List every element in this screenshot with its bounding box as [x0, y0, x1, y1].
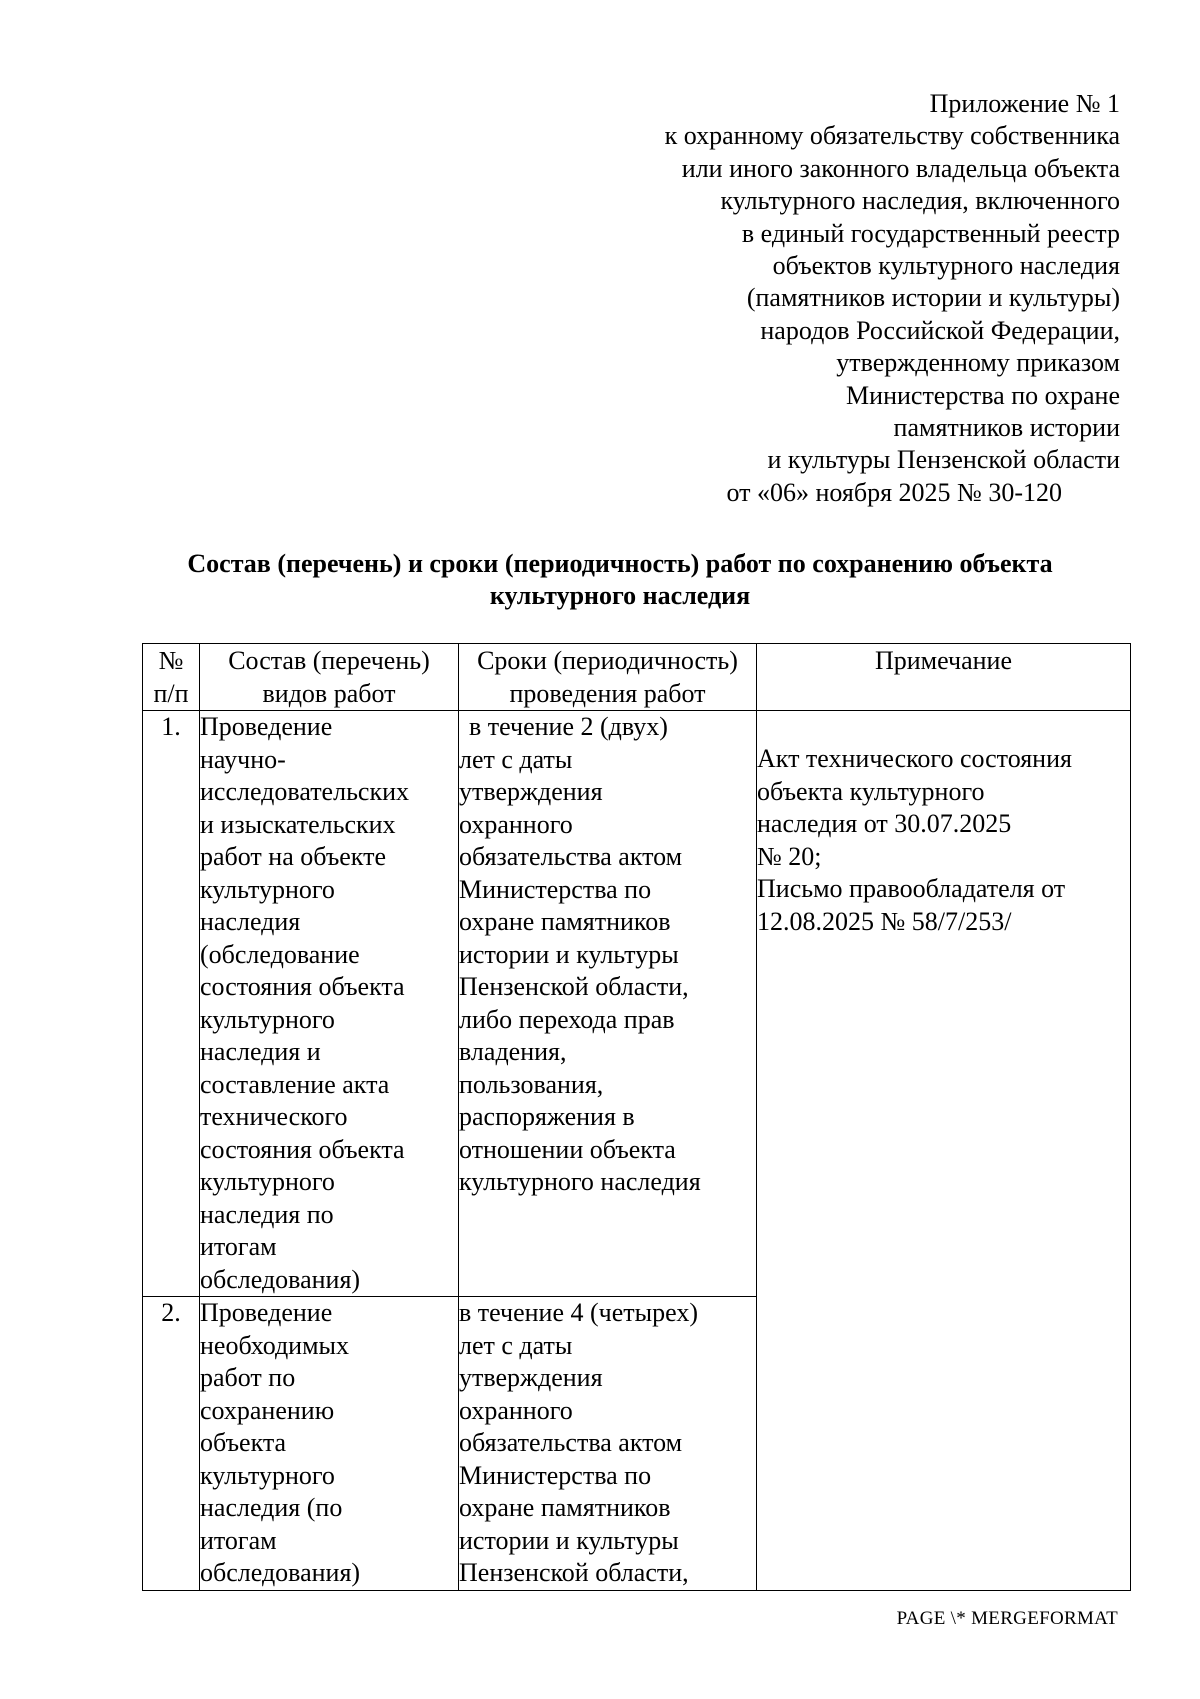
- appendix-line: объектов культурного наследия: [772, 251, 1120, 281]
- cell-line: Акт технического состояния: [757, 744, 1072, 773]
- cell-line: объекта культурного: [757, 776, 985, 806]
- appendix-line: Министерства по охране: [846, 380, 1120, 410]
- appendix-line: или иного законного владельца объекта: [681, 153, 1120, 183]
- appendix-date-line: от «06» ноября 2025 № 30-120: [726, 477, 1062, 507]
- cell-line: в течение 2 (двух): [469, 712, 668, 741]
- appendix-header: [560, 88, 1120, 509]
- row-number: 1.: [143, 711, 200, 1297]
- appendix-line: (памятников истории и культуры): [746, 283, 1120, 313]
- cell-line: (обследование: [200, 939, 360, 969]
- cell-line: охране памятников: [459, 1493, 671, 1522]
- cell-line: работ по: [200, 1363, 296, 1392]
- cell-line: охране памятников: [459, 907, 671, 936]
- cell-line: пользования,: [459, 1069, 604, 1099]
- cell-line: отношении объекта: [459, 1134, 676, 1164]
- appendix-line: и культуры Пензенской области: [767, 445, 1120, 475]
- appendix-line: к охранному обязательству собственника: [664, 121, 1120, 151]
- cell-line: истории и культуры: [459, 1525, 679, 1555]
- table-header-row: [143, 644, 1131, 711]
- cell-line: состояния объекта: [200, 1134, 405, 1164]
- cell-line: Письмо правообладателя от: [757, 874, 1066, 903]
- cell-line: в течение 4 (четырех): [459, 1298, 698, 1327]
- cell-line: научно-: [200, 744, 286, 774]
- appendix-line: народов Российской Федерации,: [760, 315, 1120, 345]
- cell-line: 12.08.2025 № 58/7/253/: [757, 906, 1012, 936]
- cell-line: Пензенской области,: [459, 972, 689, 1001]
- note-cell: [757, 711, 1131, 1591]
- cell-line: охранного: [459, 809, 573, 839]
- cell-line: обследования): [200, 1558, 361, 1587]
- work-composition-cell: [200, 1297, 459, 1591]
- cell-line: наследия от 30.07.2025: [757, 809, 1012, 838]
- table-row: [143, 711, 1131, 1297]
- cell-line: обязательства актом: [459, 1428, 683, 1457]
- cell-line: итогам: [200, 1232, 277, 1261]
- header-terms: [459, 644, 757, 711]
- title-line-1: Состав (перечень) и сроки (периодичность) работ по сохранению объекта: [187, 549, 1053, 578]
- cell-line: лет с даты: [459, 744, 573, 774]
- cell-line: составление акта: [200, 1069, 390, 1099]
- header-note: [757, 644, 1131, 711]
- header-text: Сроки (периодичность): [477, 646, 738, 675]
- header-text: Состав (перечень): [228, 646, 430, 675]
- document-title: [140, 548, 1100, 612]
- cell-line: наследия по: [200, 1199, 334, 1229]
- cell-line: объекта: [200, 1428, 287, 1457]
- cell-line: наследия (по: [200, 1493, 343, 1522]
- cell-line: утверждения: [459, 1363, 603, 1392]
- cell-line: владения,: [459, 1037, 567, 1066]
- cell-line: сохранению: [200, 1395, 335, 1425]
- row-number: 2.: [143, 1297, 200, 1591]
- cell-line: лет с даты: [459, 1330, 573, 1360]
- cell-line: культурного: [200, 1460, 335, 1490]
- cell-line: технического: [200, 1102, 348, 1131]
- cell-line: культурного наследия: [459, 1167, 701, 1196]
- works-table: [142, 643, 1131, 1591]
- header-text: п/п: [153, 678, 189, 708]
- cell-line: культурного: [200, 874, 335, 904]
- title-line-2: культурного наследия: [489, 581, 751, 610]
- header-text: видов работ: [262, 678, 396, 708]
- appendix-line: утвержденному приказом: [836, 348, 1120, 378]
- appendix-line: Приложение № 1: [929, 89, 1120, 118]
- cell-line: и изыскательских: [200, 809, 396, 839]
- cell-line: распоряжения в: [459, 1102, 635, 1131]
- cell-line: Министерства по: [459, 874, 652, 904]
- work-terms-cell: [459, 711, 757, 1297]
- cell-line: либо перехода прав: [459, 1004, 675, 1034]
- cell-line: Пензенской области,: [459, 1558, 689, 1587]
- cell-line: обследования): [200, 1264, 361, 1294]
- header-text: проведения работ: [509, 678, 706, 708]
- cell-line: Проведение: [200, 712, 333, 741]
- cell-line: утверждения: [459, 777, 603, 806]
- appendix-line: культурного наследия, включенного: [720, 186, 1120, 216]
- cell-line: Проведение: [200, 1298, 333, 1327]
- cell-line: обязательства актом: [459, 842, 683, 871]
- cell-line: итогам: [200, 1525, 277, 1555]
- header-text: №: [158, 646, 184, 675]
- page-field-code: PAGE \* MERGEFORMAT: [896, 1608, 1118, 1629]
- cell-line: культурного: [200, 1004, 335, 1034]
- cell-line: истории и культуры: [459, 939, 679, 969]
- cell-line: наследия и: [200, 1037, 321, 1066]
- cell-line: работ на объекте: [200, 842, 386, 871]
- cell-line: необходимых: [200, 1330, 350, 1360]
- cell-line: наследия: [200, 907, 301, 936]
- header-composition: [200, 644, 459, 711]
- header-num: [143, 644, 200, 711]
- work-terms-cell: [459, 1297, 757, 1591]
- appendix-line: в единый государственный реестр: [741, 218, 1120, 248]
- cell-line: № 20;: [757, 841, 822, 871]
- cell-line: исследовательских: [200, 777, 410, 806]
- cell-line: охранного: [459, 1395, 573, 1425]
- cell-line: культурного: [200, 1167, 335, 1196]
- appendix-line: памятников истории: [893, 413, 1120, 443]
- cell-line: состояния объекта: [200, 972, 405, 1001]
- cell-line: Министерства по: [459, 1460, 652, 1490]
- header-text: Примечание: [874, 646, 1013, 675]
- work-composition-cell: [200, 711, 459, 1297]
